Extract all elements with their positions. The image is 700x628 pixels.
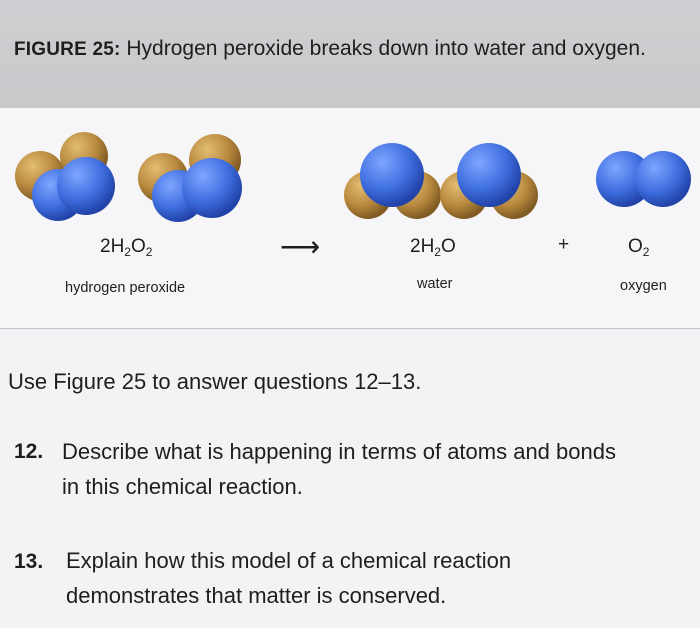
question-13-line-1: Explain how this model of a chemical reaction [66, 548, 512, 573]
oxygen-atom [457, 143, 521, 207]
hydrogen-peroxide-molecule-1 [15, 132, 115, 221]
question-number: 13. [14, 550, 44, 573]
question-13-line-2: demonstrates that matter is conserved. [66, 583, 447, 608]
water-molecule-1 [344, 143, 441, 219]
question-12-line-2: in this chemical reaction. [62, 474, 303, 499]
oxygen-molecule [596, 151, 691, 207]
question-12-text [62, 434, 616, 504]
reaction-arrow: ⟶ [280, 231, 321, 262]
hydrogen-peroxide-molecule-2 [138, 134, 242, 222]
product-water-formula: $2H_2O$ [410, 236, 456, 259]
plus-sign: + [558, 234, 570, 255]
figure-caption-text: Hydrogen peroxide breaks down into water and oxygen. [126, 37, 646, 60]
oxygen-atom [57, 157, 115, 215]
product-water-name: water [417, 276, 453, 292]
product-oxygen-formula: $O_2$ [628, 236, 650, 259]
question-13-text [66, 543, 511, 613]
question-12-line-1: Describe what is happening in terms of atoms and bonds [62, 439, 616, 464]
oxygen-atom [635, 151, 691, 207]
oxygen-atom [182, 158, 242, 218]
oxygen-atom [360, 143, 424, 207]
figure-label: FIGURE 25: [14, 39, 121, 60]
figure-caption [14, 33, 654, 65]
water-molecule-2 [440, 143, 538, 219]
reactant-name: hydrogen peroxide [65, 280, 186, 296]
reactant-formula: $2H_2O_2$ [100, 236, 153, 259]
molecule-models [0, 108, 700, 228]
question-prompt: Use Figure 25 to answer questions 12–13. [8, 369, 422, 394]
question-number: 12. [14, 440, 44, 463]
product-oxygen-name: oxygen [620, 278, 667, 294]
